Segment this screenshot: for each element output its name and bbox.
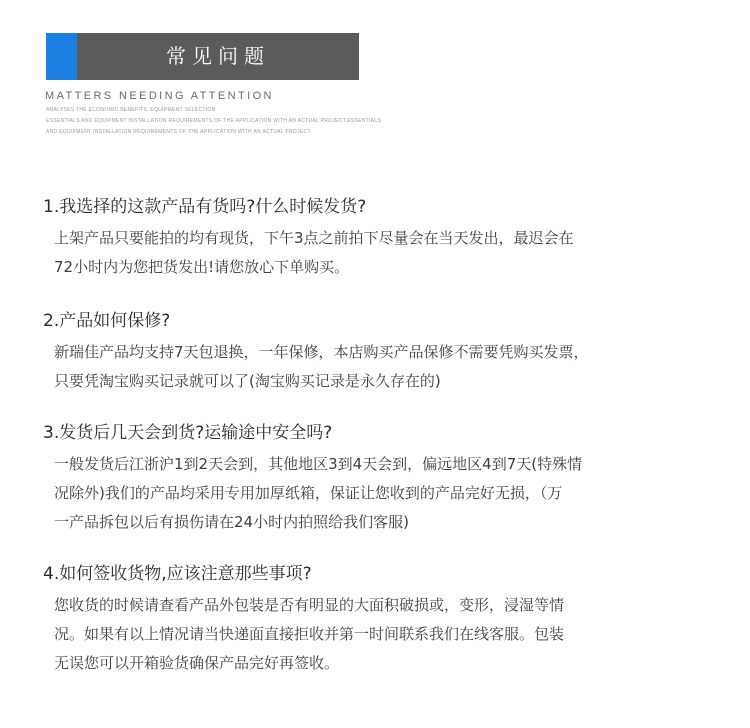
faq-answer-line: 您收货的时候请查看产品外包装是否有明显的大面积破损或，变形，浸湿等情 (54, 596, 565, 614)
fine-print-line: ESSENTIALS AND EQUIPMENT INSTALLATION REQUIREMENTS OF THE APPLICATION WITH AN ACTUAL PROJECT.ESSENTIALS (46, 118, 382, 124)
faq-answer-line: 一产品拆包以后有损伤请在24小时内拍照给我们客服) (54, 513, 409, 531)
faq-question: 4.如何签收货物,应该注意那些事项? (43, 564, 312, 584)
section-header-bar (46, 33, 359, 80)
section-subtitle: MATTERS NEEDING ATTENTION (45, 90, 274, 102)
faq-question: 1.我选择的这款产品有货吗?什么时候发货? (43, 197, 367, 217)
faq-answer-line: 况。如果有以上情况请当快递面直接拒收并第一时间联系我们在线客服。包装 (54, 625, 565, 643)
faq-answer-line: 上架产品只要能拍的均有现货，下午3点之前拍下尽量会在当天发出，最迟会在 (54, 229, 574, 247)
faq-answer (54, 338, 723, 396)
faq-answer-line: 72小时内为您把货发出!请您放心下单购买。 (54, 258, 350, 276)
faq-item (43, 563, 723, 678)
section-title: 常见问题 (166, 44, 270, 68)
fine-print-line: AND EQUIPMENT INSTALLATION REQUIREMENTS OF THE APPLICATION WITH AN ACTUAL PROJECT. (46, 129, 312, 135)
faq-answer-line: 无误您可以开箱验货确保产品完好再签收。 (54, 654, 340, 672)
faq-item (43, 196, 723, 282)
faq-answer (54, 224, 723, 282)
faq-item (43, 310, 723, 396)
faq-answer (54, 450, 723, 537)
fine-print-line: ANALYSES THE ECONOMIC BENEFITS, EQUIPMENT SELECTION (46, 107, 216, 113)
faq-question: 3.发货后几天会到货?运输途中安全吗? (43, 423, 333, 443)
faq-answer-line: 一般发货后江浙沪1到2天会到，其他地区3到4天会到，偏远地区4到7天(特殊情 (54, 455, 583, 473)
faq-answer-line: 况除外)我们的产品均采用专用加厚纸箱，保证让您收到的产品完好无损，（万 (54, 484, 563, 502)
header-accent-block (46, 33, 77, 80)
faq-item (43, 422, 723, 537)
faq-answer-line: 只要凭淘宝购买记录就可以了(淘宝购买记录是永久存在的) (54, 372, 441, 390)
faq-answer (54, 591, 723, 678)
faq-answer-line: 新瑞佳产品均支持7天包退换，一年保修，本店购买产品保修不需要凭购买发票， (54, 343, 589, 361)
faq-question: 2.产品如何保修? (43, 311, 171, 331)
